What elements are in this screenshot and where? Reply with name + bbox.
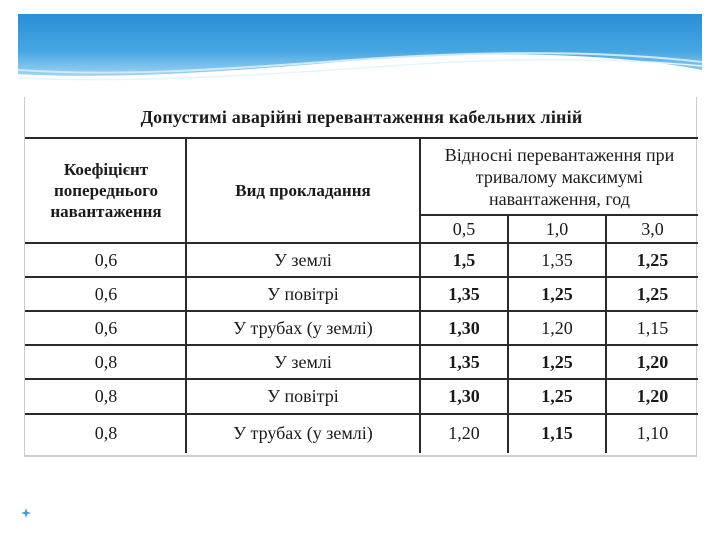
grid-line [507, 214, 509, 453]
header-relative-overloads [421, 139, 698, 214]
grid-line [25, 344, 698, 346]
cell-v30-0: 1,25 [636, 249, 669, 270]
cell-v10-2: 1,20 [541, 317, 573, 338]
cell-coef-0: 0,6 [94, 249, 118, 270]
cell-coef-5: 0,8 [94, 422, 118, 443]
cell-v10-3: 1,25 [541, 351, 573, 372]
cell-type-0: У землі [274, 249, 332, 270]
overload-table [24, 97, 697, 457]
table-title: Допустимі аварійні перевантаження кабельних ліній [140, 106, 583, 127]
cell-v10-0: 1,35 [541, 249, 573, 270]
cell-coef-4: 0,8 [94, 386, 118, 406]
cell-v30-4: 1,20 [636, 386, 669, 406]
grid-line [419, 137, 421, 453]
header-relative-line2: тривалому максимумі [475, 166, 644, 187]
cell-type-5: У трубах (у землі) [233, 422, 373, 443]
header-coefficient-line1: Коефіцієнт [63, 160, 149, 179]
grid-line [25, 310, 698, 312]
header-relative-line3: навантаження, год [489, 188, 630, 209]
grid-line [25, 413, 698, 415]
cell-type-2: У трубах (у землі) [233, 317, 373, 338]
cell-type-1: У повітрі [267, 283, 339, 304]
cell-v30-1: 1,25 [636, 283, 669, 304]
grid-line [419, 214, 698, 216]
header-banner [0, 0, 720, 100]
grid-line [605, 214, 607, 453]
grid-line [25, 137, 698, 139]
cell-v30-2: 1,15 [636, 317, 669, 338]
header-hours-0: 0,5 [452, 219, 476, 239]
header-relative-line1: Відносні перевантаження при [444, 144, 675, 165]
cell-v30-5: 1,10 [636, 422, 669, 443]
header-coefficient-line2: попереднього [53, 181, 159, 200]
cell-coef-3: 0,8 [94, 351, 118, 372]
grid-line [25, 378, 698, 380]
header-laying-type: Вид прокладання [235, 181, 371, 200]
cell-v30-3: 1,20 [636, 351, 669, 372]
cell-v05-2: 1,30 [448, 317, 480, 338]
cell-v05-5: 1,20 [448, 422, 480, 443]
grid-line [185, 137, 187, 453]
cell-coef-2: 0,6 [94, 317, 118, 338]
header-coefficient [27, 139, 185, 242]
cell-v05-4: 1,30 [448, 386, 480, 406]
grid-line [25, 276, 698, 278]
cell-v05-3: 1,35 [448, 351, 480, 372]
grid-line [25, 242, 698, 244]
star-icon [21, 508, 31, 518]
header-coefficient-line3: навантаження [50, 202, 162, 221]
cell-type-3: У землі [274, 351, 332, 372]
cell-v10-5: 1,15 [541, 422, 573, 443]
cell-coef-1: 0,6 [94, 283, 118, 304]
header-hours-1: 1,0 [545, 219, 569, 239]
cell-v05-0: 1,5 [452, 249, 476, 270]
header-hours-2: 3,0 [641, 219, 664, 239]
cell-type-4: У повітрі [267, 386, 339, 406]
cell-v10-1: 1,25 [541, 283, 573, 304]
cell-v05-1: 1,35 [448, 283, 480, 304]
cell-v10-4: 1,25 [541, 386, 573, 406]
